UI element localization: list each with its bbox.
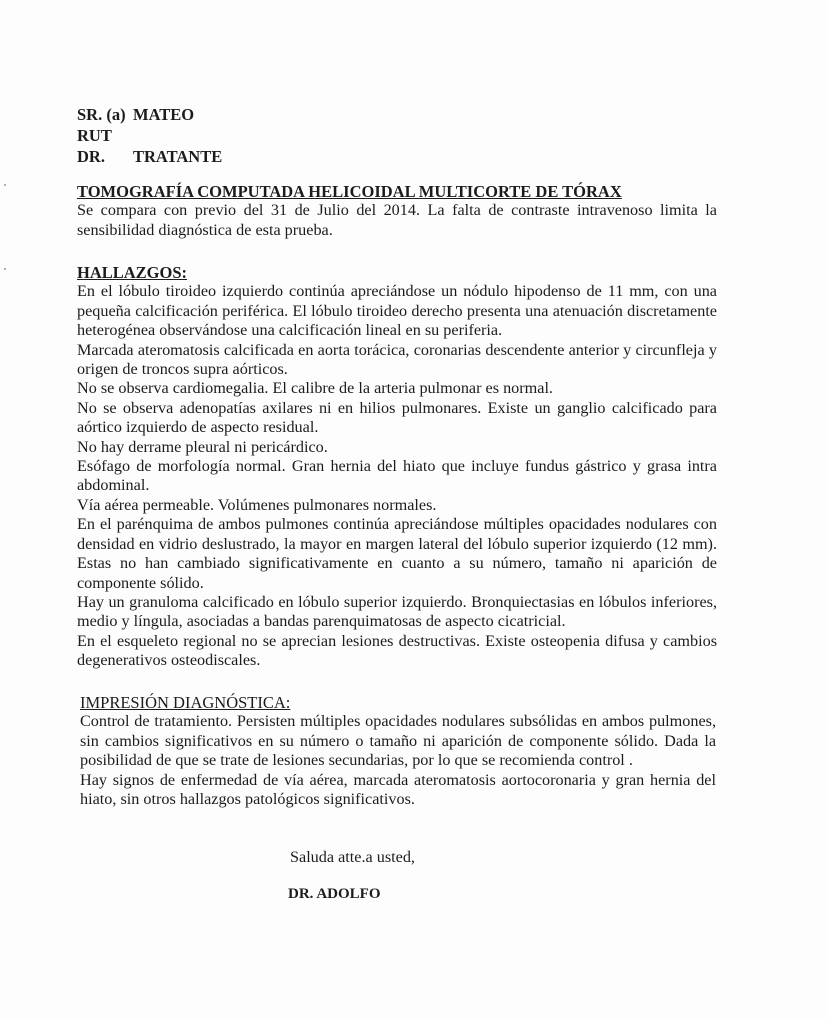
doctor-row (77, 146, 222, 167)
findings-paragraph: En el esqueleto regional no se aprecian lesiones destructivas. Existe osteopenia difusa y cambios degenerativos osteodiscales. (77, 631, 717, 670)
report-header (77, 104, 222, 167)
findings-paragraph: Hay un granuloma calcificado en lóbulo superior izquierdo. Bronquiectasias en lóbulos inferiores, medio y língula, asociadas a bandas parenquimatosas de aspecto cicatricial. (77, 592, 717, 631)
findings-title: HALLAZGOS: (77, 263, 188, 282)
findings-paragraph: En el lóbulo tiroideo izquierdo continúa apreciándose un nódulo hipodenso de 11 mm, con una pequeña calcificación periférica. El lóbulo tiroideo derecho presenta una atenuación discretamente heterogénea observándose una calcificación lineal en su periferia. (77, 282, 717, 340)
findings-paragraph: No se observa adenopatías axilares ni en hilios pulmonares. Existe un ganglio calcificado para aórtico izquierdo de aspecto residual. (77, 398, 717, 437)
findings-paragraph: No se observa cardiomegalia. El calibre de la arteria pulmonar es normal. (77, 379, 553, 398)
rut-label: RUT (77, 126, 112, 145)
doctor-label: DR. (77, 147, 105, 166)
findings-paragraph: No hay derrame pleural ni pericárdico. (77, 437, 328, 456)
signer-name: DR. ADOLFO (288, 886, 381, 902)
exam-title: TOMOGRAFÍA COMPUTADA HELICOIDAL MULTICORTE DE TÓRAX (77, 182, 622, 201)
findings-paragraph: Vía aérea permeable. Volúmenes pulmonares normales. (77, 495, 437, 514)
doctor-name: TRATANTE (133, 147, 223, 166)
impression-paragraph: Hay signos de enfermedad de vía aérea, marcada ateromatosis aortocoronaria y gran hernia del hiato, sin otros hallazgos patológicos significativos. (80, 770, 716, 809)
exam-section (77, 182, 717, 240)
findings-paragraph: Marcada ateromatosis calcificada en aorta torácica, coronarias descendente anterior y circunfleja y origen de troncos supra aórticos. (77, 340, 717, 379)
scan-speck (4, 268, 6, 270)
patient-name: MATEO (133, 105, 195, 124)
impression-section (80, 693, 716, 809)
findings-paragraph: Esófago de morfología normal. Gran hernia del hiato que incluye fundus gástrico y grasa intra abdominal. (77, 457, 717, 495)
exam-intro: Se compara con previo del 31 de Julio del 2014. La falta de contraste intravenoso limita la sensibilidad diagnóstica de esta prueba. (77, 201, 717, 239)
findings-paragraph: En el parénquima de ambos pulmones continúa apreciándose múltiples opacidades nodulares con densidad en vidrio deslustrado, la mayor en margen lateral del lóbulo superior izquierdo (12 mm). Estas no han cambiado significativamente en cuanto a su número, tamaño ni aparición de componente sólido. (77, 515, 717, 592)
patient-row (77, 104, 222, 125)
impression-title: IMPRESIÓN DIAGNÓSTICA: (80, 693, 291, 712)
salutation: Saluda atte.a usted, (290, 848, 415, 866)
patient-label: SR. (a) (77, 105, 126, 124)
findings-section (77, 263, 717, 671)
scan-speck (4, 184, 6, 186)
rut-row (77, 125, 222, 146)
impression-paragraph: Control de tratamiento. Persisten múltiples opacidades nodulares subsólidas en ambos pulmones, sin cambios significativos en su número o tamaño ni aparición de componente sólido. Dada la posibilidad de que se trate de lesiones secundarias, por lo que se recomienda control . (80, 712, 716, 770)
